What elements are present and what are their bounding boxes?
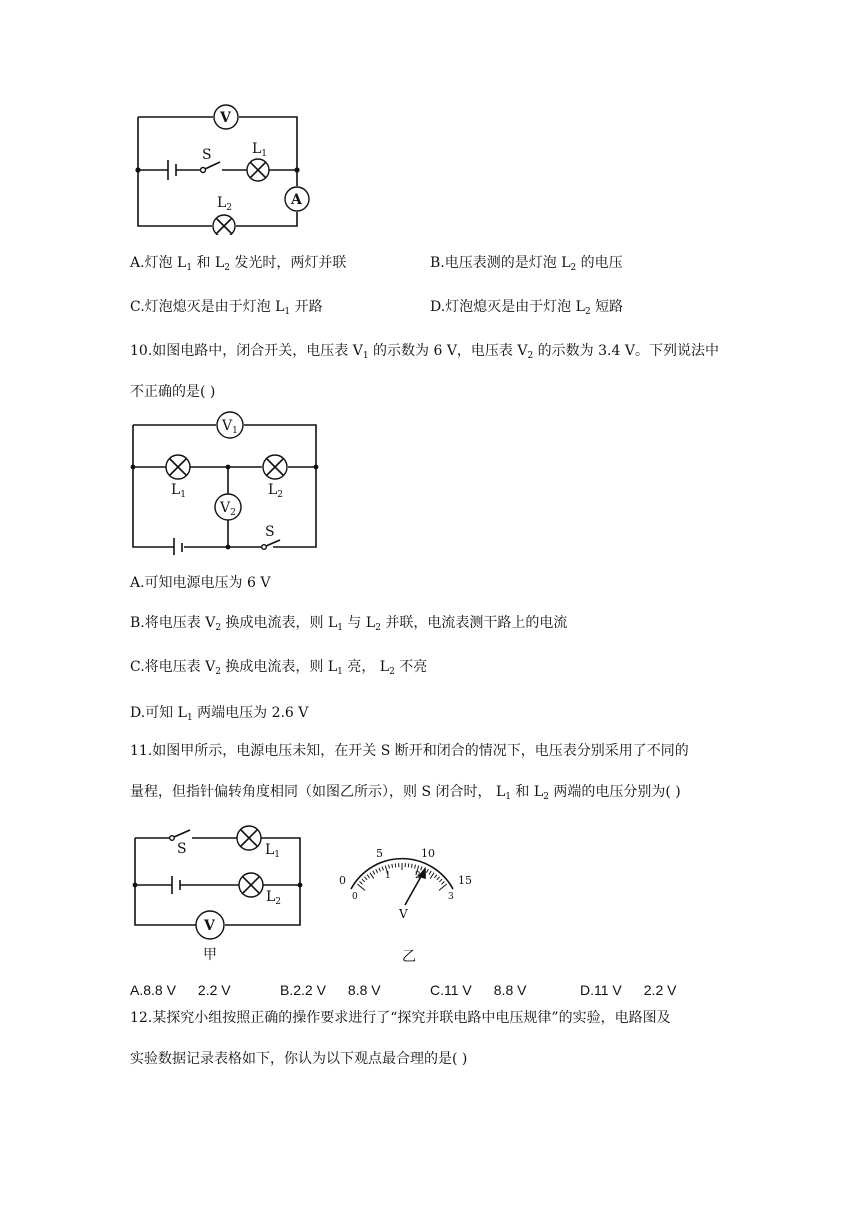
q10-v1-label: $V_1$ — [222, 418, 238, 436]
q10-circuit-diagram — [125, 410, 325, 555]
q10-l1-label: $L_1$ — [171, 482, 187, 500]
q9-option-a: A.灯泡 $L_1$ 和 $L_2$ 发光时，两灯并联 — [130, 255, 347, 273]
q9-l1-label: $L_1$ — [252, 141, 268, 159]
q11-l1-label: $L_1$ — [265, 842, 281, 860]
q10-option-d: D.可知 $L_1$ 两端电压为 2.6 V — [130, 705, 309, 723]
q11-voltmeter-label: V — [204, 918, 215, 934]
q11-dial-outer-5: 5 — [376, 847, 383, 860]
q11-switch-label: S — [177, 841, 187, 857]
q9-voltmeter-label: V — [220, 110, 231, 126]
q11-caption-yi: 乙 — [402, 949, 416, 965]
q11-dial-inner-2: 2 — [415, 871, 421, 881]
q11-circuit-jia — [125, 818, 315, 963]
q9-l2-label: $L_2$ — [217, 195, 233, 213]
q9-option-b: B.电压表测的是灯泡 $L_2$ 的电压 — [430, 255, 623, 273]
q11-option-a: A.8.8 V 2.2 V — [130, 982, 231, 998]
q9-option-d: D.灯泡熄灭是由于灯泡 $L_2$ 短路 — [430, 299, 624, 317]
q10-option-b: B.将电压表 $V_2$ 换成电流表，则 $L_1$ 与 $L_2$ 并联，电流表测干路上的电流 — [130, 615, 568, 633]
q9-option-c: C.灯泡熄灭是由于灯泡 $L_1$ 开路 — [130, 299, 323, 317]
q10-stem-line2: 不正确的是( ) — [130, 384, 216, 400]
q10-l2-label: $L_2$ — [268, 482, 284, 500]
q9-switch-label: S — [202, 147, 212, 163]
q9-ammeter-label: A — [291, 192, 302, 208]
q12-stem-line2: 实验数据记录表格如下，你认为以下观点最合理的是( ) — [130, 1051, 468, 1067]
q9-circuit-diagram — [125, 100, 325, 235]
q11-option-d: D.11 V 2.2 V — [580, 982, 677, 998]
q10-option-c: C.将电压表 $V_2$ 换成电流表，则 $L_1$ 亮， $L_2$ 不亮 — [130, 659, 428, 677]
q11-option-b: B.2.2 V 8.8 V — [280, 982, 381, 998]
q11-stem-line2: 量程，但指针偏转角度相同（如图乙所示），则 S 闭合时， $L_1$ 和 $L_2$ 两端的电压分别为( ) — [130, 784, 681, 802]
q12-stem-line1: 12.某探究小组按照正确的操作要求进行了“探究并联电路中电压规律”的实验，电路图及 — [130, 1010, 671, 1026]
q11-stem-line1: 11.如图甲所示，电源电压未知，在开关 S 断开和闭合的情况下，电压表分别采用了不同的 — [130, 743, 689, 759]
q10-switch-label: S — [265, 524, 275, 540]
q11-meter-dial-yi — [330, 835, 480, 965]
q11-caption-jia: 甲 — [203, 947, 217, 963]
q11-l2-label: $L_2$ — [266, 889, 282, 907]
q10-v2-label: $V_2$ — [220, 500, 236, 518]
q11-dial-v-label: V — [399, 907, 408, 921]
q11-dial-outer-0: 0 — [339, 874, 346, 887]
q11-dial-inner-3: 3 — [448, 892, 454, 902]
q11-option-c: C.11 V 8.8 V — [430, 982, 527, 998]
q10-option-a: A.可知电源电压为 6 V — [130, 575, 271, 591]
q11-dial-outer-10: 10 — [421, 847, 435, 860]
q11-dial-outer-15: 15 — [458, 874, 472, 887]
q11-dial-inner-1: 1 — [385, 871, 391, 881]
q11-dial-inner-0: 0 — [352, 892, 358, 902]
q10-stem-line1: 10.如图电路中，闭合开关，电压表 $V_1$ 的示数为 6 V，电压表 $V_2$ 的示数为 3.4 V。下列说法中 — [130, 343, 719, 361]
